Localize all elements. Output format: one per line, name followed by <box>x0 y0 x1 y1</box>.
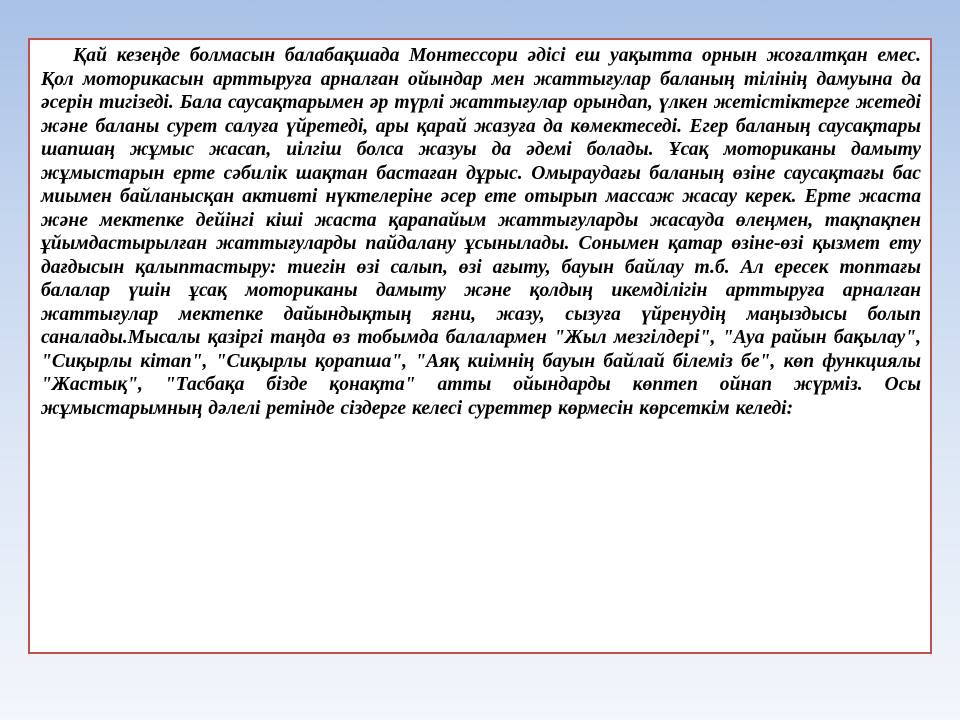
text-frame <box>28 38 932 654</box>
body-paragraph: Қай кезеңде болмасын балабақшада Монтессори әдісі еш уақытта орнын жоғалтқан емес. Қол моторикасын арттыруға арналған ойындар мен жаттығулар баланың тілінің дамуына да әсерін тигізеді. Бала саусақтарымен әр түрлі жаттығулар орындап, үлкен жетістіктерге жетеді және баланы сурет салуға үйретеді, ары қарай жазуға да көмектеседі. Егер баланың саусақтары шапшаң жұмыс жасап, иілгіш болса жазуы да әдемі болады. Ұсақ моториканы дамыту жұмыстарын ерте сәбилік шақтан бастаған дұрыс. Омыраудағы баланың өзіне саусақтағы бас миымен байланысқан активті нүктелеріне әсер ете отырып массаж жасау керек. Ерте жаста және мектепке дейінгі кіші жаста қарапайым жаттығуларды жасауда өлеңмен, тақпақпен ұйымдастырылған жаттығуларды пайдалану ұсынылады. Сонымен қатар өзіне-өзі қызмет ету дағдысын қалыптастыру: тиегін өзі салып, өзі ағыту, бауын байлау т.б. Ал ересек топтағы балалар үшін ұсақ моториканы дамыту және қолдың икемділігін арттыруға арналған жаттығулар мектепке дайындықтың яғни, жазу, сызуға үйренудің маңыздысы болып саналады.Мысалы қазіргі таңда өз тобымда балалармен "Жыл мезгілдері", "Ауа райын бақылау", "Сиқырлы кітап", "Сиқырлы қорапша", "Аяқ киімнің бауын байлай білеміз бе", көп функциялы "Жастық", "Тасбақа бізде қонақта" атты ойындарды көптеп ойнап жүрміз. Осы жұмыстарымның дәлелі ретінде сіздерге келесі суреттер көрмесін көрсеткім келеді: <box>41 45 921 419</box>
